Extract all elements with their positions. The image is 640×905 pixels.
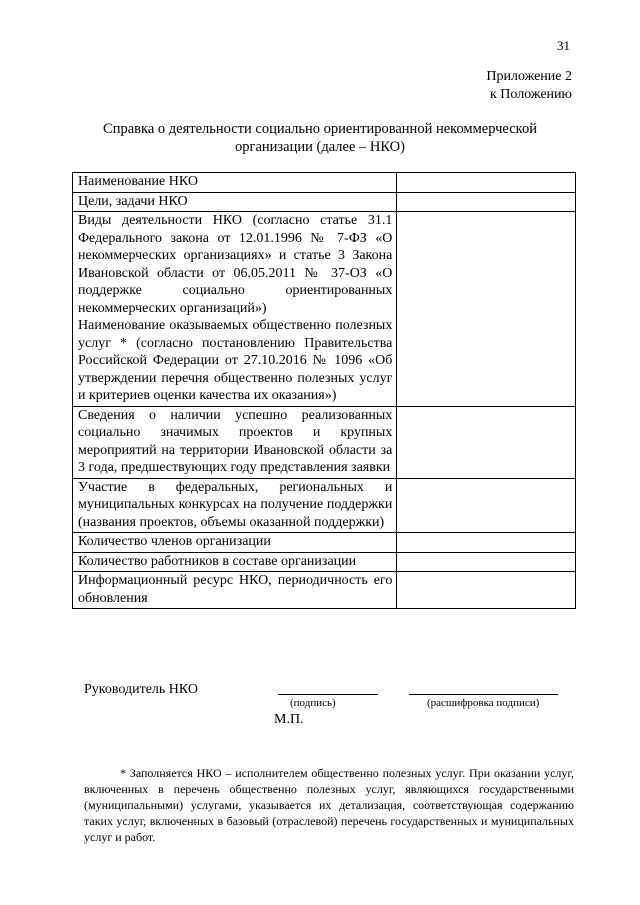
services-text: Наименование оказываемых общественно полезных услуг * (согласно постановлению Правительства Российской Федерации от 27.10.2016 № 1096 «Об утверждении перечня общественно полезных услуг и критериев оценки качества их оказания») [78,318,393,403]
appendix-heading [486,68,572,104]
signature-caption: (подпись) [290,697,336,709]
table-row [73,533,576,553]
document-title [70,120,570,156]
row-label-projects: Сведения о наличии успешно реализованных социально значимых проектов и крупных мероприятий на территории Ивановской области за 3 года, предшествующих году представления заявки [73,406,397,478]
row-value-contests[interactable] [397,478,576,533]
activities-text: Виды деятельности НКО (согласно статье 31.1 Федерального закона от 12.01.1996 № 7-ФЗ «О некоммерческих организациях» и статье 3 Закона Ивановской области от 06.05.2011 № 37-ОЗ «О поддержке социально ориентированных некоммерческих организаций») [78,213,393,316]
row-value-projects[interactable] [397,406,576,478]
nko-info-table [72,172,576,609]
row-label-name: Наименование НКО [73,173,397,193]
stamp-label: М.П. [274,712,304,727]
row-label-info-resource: Информационный ресурс НКО, периодичность его обновления [73,572,397,609]
table-row [73,406,576,478]
table-row [73,212,576,407]
row-label-employees: Количество работников в составе организации [73,552,397,572]
appendix-line-1: Приложение 2 [486,69,572,84]
row-label-goals: Цели, задачи НКО [73,192,397,212]
table-row [73,192,576,212]
decryption-caption: (расшифровка подписи) [427,697,540,709]
footnote-text: * Заполняется НКО – исполнителем общественно полезных услуг. При оказании услуг, включенных в перечень общественно полезных услуг, являющихся государственными (муниципальными) услугами, указывается их детализация, соответствующая содержанию таких услуг, включенных в базовый (отраслевой) перечень государственных и муниципальных услуг и работ. [84,766,574,844]
row-label-members: Количество членов организации [73,533,397,553]
decryption-line [409,694,558,695]
document-title-line-1: Справка о деятельности социально ориентированной некоммерческой [103,121,537,137]
row-value-members[interactable] [397,533,576,553]
row-value-employees[interactable] [397,552,576,572]
head-label: Руководитель НКО [84,682,199,697]
footnote [84,765,574,845]
row-value-goals[interactable] [397,192,576,212]
table-row [73,478,576,533]
row-value-info-resource[interactable] [397,572,576,609]
table-row [73,572,576,609]
table-row [73,552,576,572]
row-label-contests: Участие в федеральных, региональных и муниципальных конкурсах на получение поддержки (названия проектов, объемы оказанной поддержки) [73,478,397,533]
signature-line [278,694,378,695]
table-row [73,173,576,193]
page-number: 31 [557,38,570,53]
row-value-name[interactable] [397,173,576,193]
row-value-activities[interactable] [397,212,576,407]
document-title-line-2: организации (далее – НКО) [235,139,405,155]
row-label-activities [73,212,397,407]
appendix-line-2: к Положению [489,87,572,102]
